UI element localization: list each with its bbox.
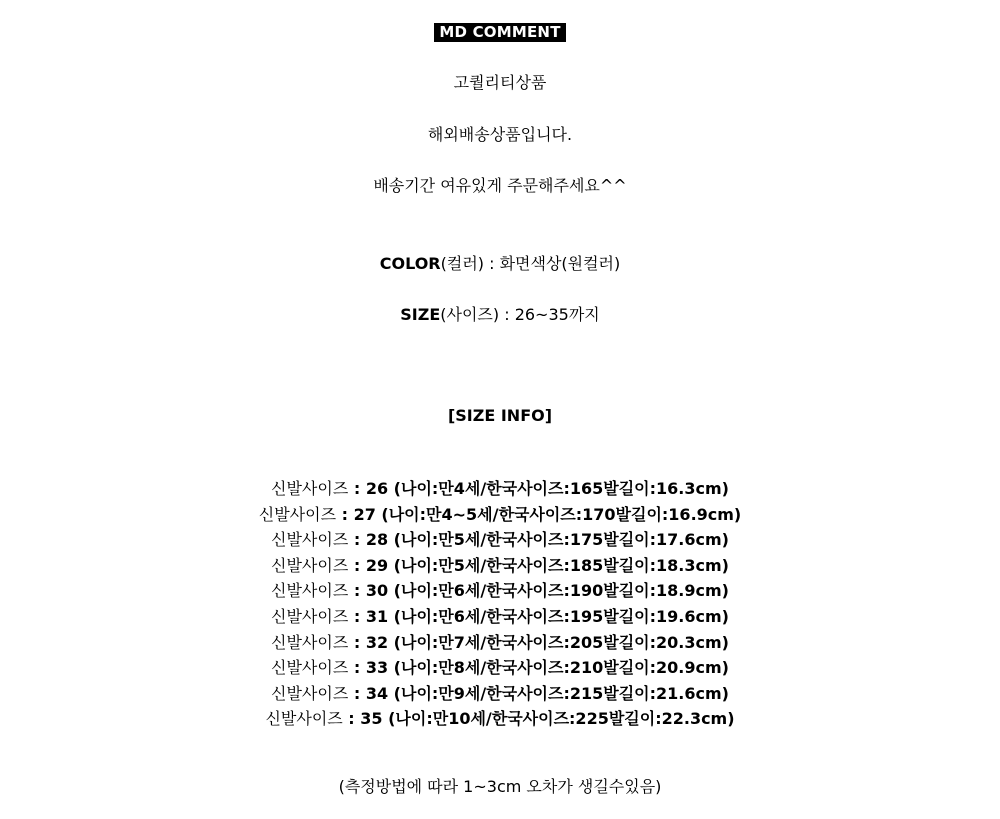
size-spec-value: (사이즈) : 26~35까지: [440, 305, 600, 324]
color-spec-label: COLOR: [379, 254, 441, 273]
size-row-prefix: 신발사이즈: [271, 658, 349, 678]
size-info-list: [0, 476, 1000, 732]
size-info-row: [0, 502, 1000, 528]
size-info-row: [0, 527, 1000, 553]
size-row-prefix: 신발사이즈: [271, 581, 349, 601]
size-row-prefix: 신발사이즈: [271, 683, 349, 703]
size-row-prefix: 신발사이즈: [258, 504, 337, 524]
size-info-row: [0, 681, 1000, 707]
size-info-title: [SIZE INFO]: [447, 406, 553, 425]
measurement-note: (측정방법에 따라 1~3cm 오차가 생길수있음): [338, 777, 662, 796]
size-row-prefix: 신발사이즈: [271, 632, 349, 652]
size-info-row: [0, 706, 1000, 732]
size-spec-label: SIZE: [400, 305, 441, 324]
size-row-detail: : 26 (나이:만4세/한국사이즈:165발길이:16.3cm): [348, 479, 729, 498]
comment-line-1: 고퀄리티상품: [453, 73, 547, 92]
comment-line-2: 해외배송상품입니다.: [427, 125, 573, 144]
size-info-row: [0, 553, 1000, 579]
color-spec-value: (컬러) : 화면색상(원컬러): [440, 254, 621, 273]
size-info-row: [0, 655, 1000, 681]
size-row-detail: : 28 (나이:만5세/한국사이즈:175발길이:17.6cm): [348, 530, 729, 550]
size-row-detail: : 33 (나이:만8세/한국사이즈:210발길이:20.9cm): [348, 658, 729, 678]
size-row-prefix: 신발사이즈: [265, 709, 343, 729]
size-row-detail: : 29 (나이:만5세/한국사이즈:185발길이:18.3cm): [348, 555, 729, 575]
size-row-detail: : 34 (나이:만9세/한국사이즈:215발길이:21.6cm): [348, 683, 729, 703]
color-spec: [0, 254, 1000, 274]
size-info-row: [0, 630, 1000, 656]
size-spec: [0, 305, 1000, 325]
size-row-detail: : 35 (나이:만10세/한국사이즈:225발길이:22.3cm): [342, 709, 735, 729]
size-row-prefix: 신발사이즈: [271, 530, 349, 550]
size-row-detail: : 32 (나이:만7세/한국사이즈:205발길이:20.3cm): [348, 632, 729, 652]
size-row-prefix: 신발사이즈: [271, 555, 349, 575]
comment-line-3: 배송기간 여유있게 주문해주세요^^: [373, 176, 627, 195]
size-info-row: [0, 578, 1000, 604]
size-row-detail: : 27 (나이:만4~5세/한국사이즈:170발길이:16.9cm): [336, 504, 742, 524]
md-comment-header: [0, 22, 1000, 42]
size-row-detail: : 31 (나이:만6세/한국사이즈:195발길이:19.6cm): [348, 606, 729, 626]
md-comment-badge: MD COMMENT: [434, 23, 565, 42]
size-info-row: [0, 604, 1000, 630]
size-row-prefix: 신발사이즈: [271, 606, 349, 626]
size-row-prefix: 신발사이즈: [271, 479, 349, 498]
size-info-row: [0, 476, 1000, 502]
size-row-detail: : 30 (나이:만6세/한국사이즈:190발길이:18.9cm): [348, 581, 729, 601]
